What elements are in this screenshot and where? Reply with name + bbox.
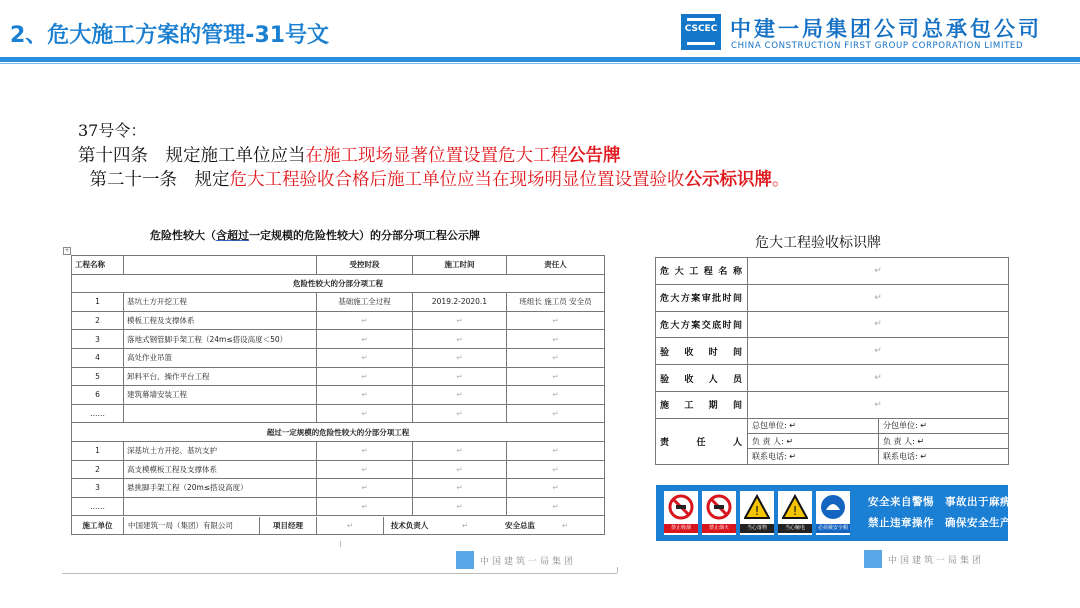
row-name — [124, 497, 317, 516]
section-row — [72, 423, 605, 442]
resp-label: 责 任 人 — [656, 418, 748, 464]
row-person: ↵ — [507, 367, 605, 386]
tech-value: ↵ — [461, 520, 469, 530]
row-no: 6 — [72, 386, 124, 405]
sign-row-label: 施 工 期 间 — [656, 391, 748, 418]
right-table-title: 危大工程验收标识牌 — [755, 235, 881, 251]
row-person: ↵ — [507, 441, 605, 460]
sign-row — [656, 365, 1009, 392]
table-tick — [340, 541, 341, 547]
footer-rule — [62, 573, 617, 574]
row-name: 建筑幕墙安装工程 — [124, 386, 317, 405]
sign-row — [656, 284, 1009, 311]
row-period: ↵ — [317, 441, 413, 460]
svg-text:!: ! — [754, 504, 760, 518]
row-time: ↵ — [413, 497, 507, 516]
row-no: 3 — [72, 479, 124, 498]
row-time: ↵ — [413, 479, 507, 498]
sign-row-value: ↵ — [748, 284, 1009, 311]
sign-row-value: ↵ — [748, 338, 1009, 365]
svg-text:!: ! — [792, 504, 798, 518]
left-table-title — [150, 227, 480, 243]
resp-cell: 负 责 人: ↵ — [879, 434, 1009, 449]
footer-cell — [72, 516, 605, 535]
acceptance-sign-table — [655, 257, 1009, 465]
unit-value: 中国建筑一局（集团）有限公司 — [128, 520, 233, 530]
safety-value: ↵ — [561, 520, 569, 530]
row-person: ↵ — [507, 386, 605, 405]
article-14-red: 在施工现场显著位置设置危大工程 — [305, 146, 568, 166]
safety-sign-icon — [740, 491, 774, 535]
resp-cell: 联系电话: ↵ — [748, 449, 879, 464]
row-name: 模板工程及支撑体系 — [124, 311, 317, 330]
header-divider-thin — [0, 63, 1080, 64]
row-time: ↵ — [413, 330, 507, 349]
row-name: 高处作业吊篮 — [124, 348, 317, 367]
row-no: …… — [72, 404, 124, 423]
article-14-bold: 公告牌 — [568, 146, 621, 166]
decree-heading: 37号令： — [78, 121, 147, 140]
tech-label: 技术负责人 — [383, 517, 435, 534]
row-name: 深基坑土方开挖、基坑支护 — [124, 441, 317, 460]
row-person: ↵ — [507, 479, 605, 498]
sign-row-label: 危 大 工 程 名 称 — [656, 258, 748, 285]
header-divider — [0, 57, 1080, 62]
table-anchor-icon[interactable]: + — [64, 247, 70, 254]
row-no: 2 — [72, 311, 124, 330]
sign-row-value: ↵ — [748, 311, 1009, 338]
table-row — [72, 330, 605, 349]
footer-row — [72, 516, 605, 535]
resp-row — [656, 418, 1009, 433]
table-row — [72, 479, 605, 498]
sign-row — [656, 338, 1009, 365]
row-person: ↵ — [507, 404, 605, 423]
row-name: 高支模模板工程及支撑体系 — [124, 460, 317, 479]
hazard-notice-table — [71, 255, 605, 535]
logo-text: CSCEC — [684, 24, 718, 34]
safety-label: 安全总监 — [505, 520, 535, 530]
company-logo — [681, 14, 721, 50]
sign-row-label: 验 收 时 间 — [656, 338, 748, 365]
row-time: ↵ — [413, 441, 507, 460]
left-table-title-post: 一定规模的危险性较大）的分部分项工程公示牌 — [249, 229, 480, 242]
table-row — [72, 460, 605, 479]
row-name: 卸料平台、操作平台工程 — [124, 367, 317, 386]
banner-slogan-1: 安全来自警惕 事故出于麻痹 — [868, 496, 1011, 508]
sign-caption: 必须戴安全帽 — [817, 525, 848, 531]
pm-value: ↵ — [346, 520, 354, 530]
sign-row-label: 验 收 人 员 — [656, 365, 748, 392]
article-21-bold: 公示标识牌 — [684, 170, 772, 190]
footer-logo-icon-right — [864, 550, 882, 568]
table-row — [72, 293, 605, 312]
left-table-title-ul: 含超过 — [216, 229, 249, 242]
article-21-end: 。 — [772, 170, 790, 190]
row-time: ↵ — [413, 404, 507, 423]
sign-row-value: ↵ — [748, 391, 1009, 418]
footer-logo-icon — [456, 551, 474, 569]
row-period: ↵ — [317, 497, 413, 516]
row-time: ↵ — [413, 386, 507, 405]
row-person: 班组长 施工员 安全员 — [507, 293, 605, 312]
row-no: 1 — [72, 293, 124, 312]
sign-row — [656, 391, 1009, 418]
table-row — [72, 348, 605, 367]
pm-label: 项目经理 — [259, 517, 317, 534]
row-time: ↵ — [413, 348, 507, 367]
article-14-prefix: 第十四条 规定施工单位应当 — [78, 146, 306, 166]
row-period: ↵ — [317, 330, 413, 349]
row-person: ↵ — [507, 460, 605, 479]
row-no: 1 — [72, 441, 124, 460]
row-period: ↵ — [317, 386, 413, 405]
row-person: ↵ — [507, 330, 605, 349]
footer-tick — [617, 567, 618, 573]
table-row — [72, 441, 605, 460]
sign-row-value: ↵ — [748, 365, 1009, 392]
sign-caption: 禁止吸烟 — [664, 524, 698, 533]
row-no: 5 — [72, 367, 124, 386]
row-period: ↵ — [317, 404, 413, 423]
company-name-cn: 中建一局集团公司总承包公司 — [730, 17, 1042, 41]
row-time: ↵ — [413, 367, 507, 386]
company-name-en: CHINA CONSTRUCTION FIRST GROUP CORPORATION LIMITED — [731, 41, 1024, 51]
footer-text-right: 中国建筑一局集团 — [888, 556, 985, 566]
article-14 — [78, 142, 621, 167]
row-name: 落地式钢管脚手架工程（24m≤搭设高度＜50） — [124, 330, 317, 349]
slide-title: 2、危大施工方案的管理-31号文 — [10, 23, 330, 48]
row-no: …… — [72, 497, 124, 516]
row-time: 2019.2-2020.1 — [413, 293, 507, 312]
row-no: 2 — [72, 460, 124, 479]
row-name: 基坑土方开挖工程 — [124, 293, 317, 312]
row-name — [124, 404, 317, 423]
article-21 — [72, 166, 790, 191]
sign-caption: 禁止烟火 — [702, 524, 736, 533]
row-person: ↵ — [507, 497, 605, 516]
section-title-2: 超过一定规模的危险性较大的分部分项工程 — [72, 423, 605, 442]
article-21-red: 危大工程验收合格后施工单位应当在现场明显位置设置验收 — [229, 170, 685, 190]
resp-cell: 联系电话: ↵ — [879, 449, 1009, 464]
unit-label: 施工单位 — [72, 517, 124, 534]
header-cell — [124, 256, 317, 275]
resp-cell: 总包单位: ↵ — [748, 418, 879, 433]
sign-row — [656, 311, 1009, 338]
sign-row-value: ↵ — [748, 258, 1009, 285]
safety-sign-icon — [816, 491, 850, 535]
header-cell: 施工时间 — [413, 256, 507, 275]
table-row — [72, 367, 605, 386]
table-row — [72, 497, 605, 516]
left-table-title-pre: 危险性较大（ — [150, 229, 216, 242]
row-period: ↵ — [317, 460, 413, 479]
banner-slogan-2: 禁止违章操作 确保安全生产 — [868, 517, 1011, 529]
header-cell: 责任人 — [507, 256, 605, 275]
row-period: ↵ — [317, 311, 413, 330]
table-row — [72, 404, 605, 423]
sign-row-label: 危 大 方 案 审 批 时 间 — [656, 284, 748, 311]
page-header — [0, 0, 1080, 70]
safety-sign-icon — [702, 491, 736, 535]
footer-text-left: 中国建筑一局集团 — [480, 557, 577, 567]
table-header-row — [72, 256, 605, 275]
sign-row — [656, 258, 1009, 285]
table-row — [72, 311, 605, 330]
row-period: ↵ — [317, 348, 413, 367]
sign-caption: 当心落物 — [740, 524, 774, 533]
row-period: ↵ — [317, 367, 413, 386]
section-row — [72, 274, 605, 293]
section-title-1: 危险性较大的分部分项工程 — [72, 274, 605, 293]
resp-cell: 分包单位: ↵ — [879, 418, 1009, 433]
safety-sign-icon — [664, 491, 698, 535]
row-person: ↵ — [507, 348, 605, 367]
safety-sign-icon — [778, 491, 812, 535]
row-name: 悬挑脚手架工程（20m≤搭设高度） — [124, 479, 317, 498]
sign-row-label: 危 大 方 案 交 底 时 间 — [656, 311, 748, 338]
row-period: ↵ — [317, 479, 413, 498]
row-period: 基础施工全过程 — [317, 293, 413, 312]
article-21-prefix: 第二十一条 规定 — [72, 170, 230, 190]
row-person: ↵ — [507, 311, 605, 330]
sign-caption: 当心触电 — [778, 524, 812, 533]
row-no: 3 — [72, 330, 124, 349]
header-cell: 受控时段 — [317, 256, 413, 275]
row-time: ↵ — [413, 460, 507, 479]
row-time: ↵ — [413, 311, 507, 330]
row-no: 4 — [72, 348, 124, 367]
header-cell: 工程名称 — [72, 256, 124, 275]
resp-cell: 负 责 人: ↵ — [748, 434, 879, 449]
table-row — [72, 386, 605, 405]
